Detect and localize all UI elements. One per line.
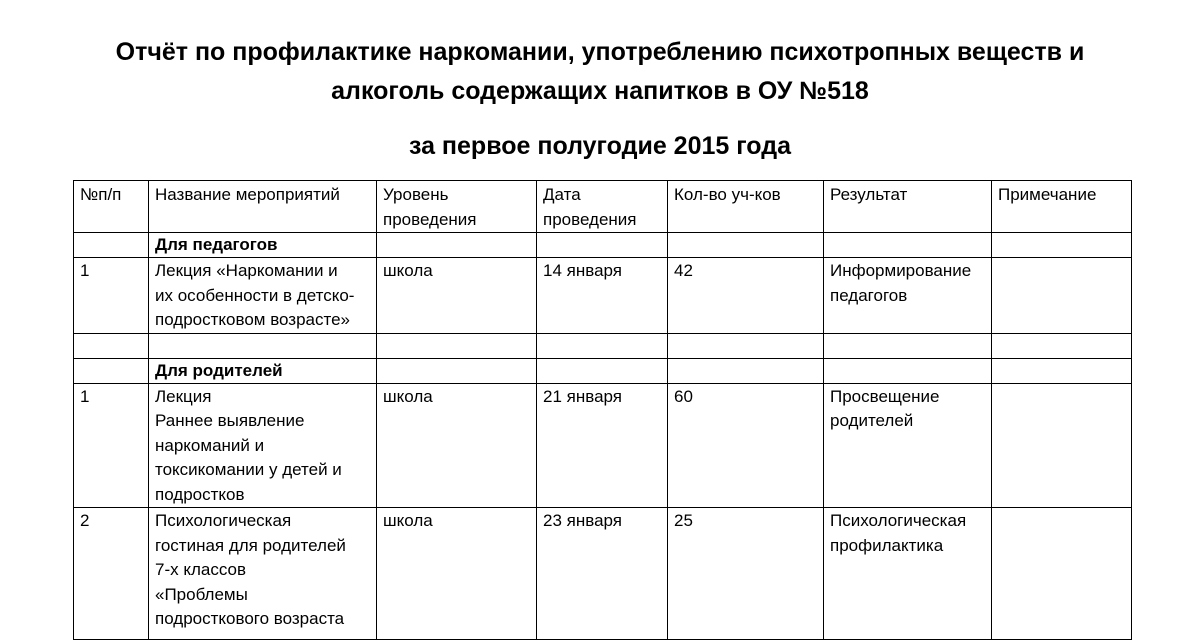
cell-name: Психологическая гостиная для родителей 7-х классов «Проблемы подросткового возраста [149, 508, 377, 640]
header-result: Результат [824, 181, 992, 233]
cell-date: 21 января [537, 383, 668, 508]
header-count: Кол-во уч-ков [668, 181, 824, 233]
header-num: №п/п [74, 181, 149, 233]
section-label-parents: Для родителей [149, 358, 377, 383]
section-row-parents [74, 358, 1132, 383]
cell-num: 1 [74, 383, 149, 508]
report-table [73, 180, 1132, 640]
cell-date: 23 января [537, 508, 668, 640]
table-header-row [74, 181, 1132, 233]
cell-date: 14 января [537, 258, 668, 334]
header-level: Уровень проведения [377, 181, 537, 233]
document-title-line-2: алкоголь содержащих напитков в ОУ №518 [331, 77, 869, 105]
cell-num: 2 [74, 508, 149, 640]
cell-level: школа [377, 258, 537, 334]
cell-name: Лекция Раннее выявление наркоманий и токсикомании у детей и подростков [149, 383, 377, 508]
cell-result: Психологическая профилактика [824, 508, 992, 640]
cell-level: школа [377, 383, 537, 508]
cell-note [992, 258, 1132, 334]
document-subtitle: за первое полугодие 2015 года [408, 132, 792, 160]
document-title-line-1: Отчёт по профилактике наркомании, употреблению психотропных веществ и [115, 38, 1085, 66]
header-name: Название мероприятий [149, 181, 377, 233]
section-label-teachers: Для педагогов [149, 233, 377, 258]
table-row [74, 383, 1132, 508]
cell-result: Просвещение родителей [824, 383, 992, 508]
cell-name: Лекция «Наркомании и их особенности в детско- подростковом возрасте» [149, 258, 377, 334]
header-date: Дата проведения [537, 181, 668, 233]
section-row-teachers [74, 233, 1132, 258]
table-row [74, 258, 1132, 334]
cell-num: 1 [74, 258, 149, 334]
cell-level: школа [377, 508, 537, 640]
table-row [74, 508, 1132, 640]
cell-note [992, 383, 1132, 508]
cell-count: 42 [668, 258, 824, 334]
cell-count: 25 [668, 508, 824, 640]
cell-note [992, 508, 1132, 640]
cell-result: Информирование педагогов [824, 258, 992, 334]
empty-row [74, 333, 1132, 358]
header-note: Примечание [992, 181, 1132, 233]
cell-count: 60 [668, 383, 824, 508]
